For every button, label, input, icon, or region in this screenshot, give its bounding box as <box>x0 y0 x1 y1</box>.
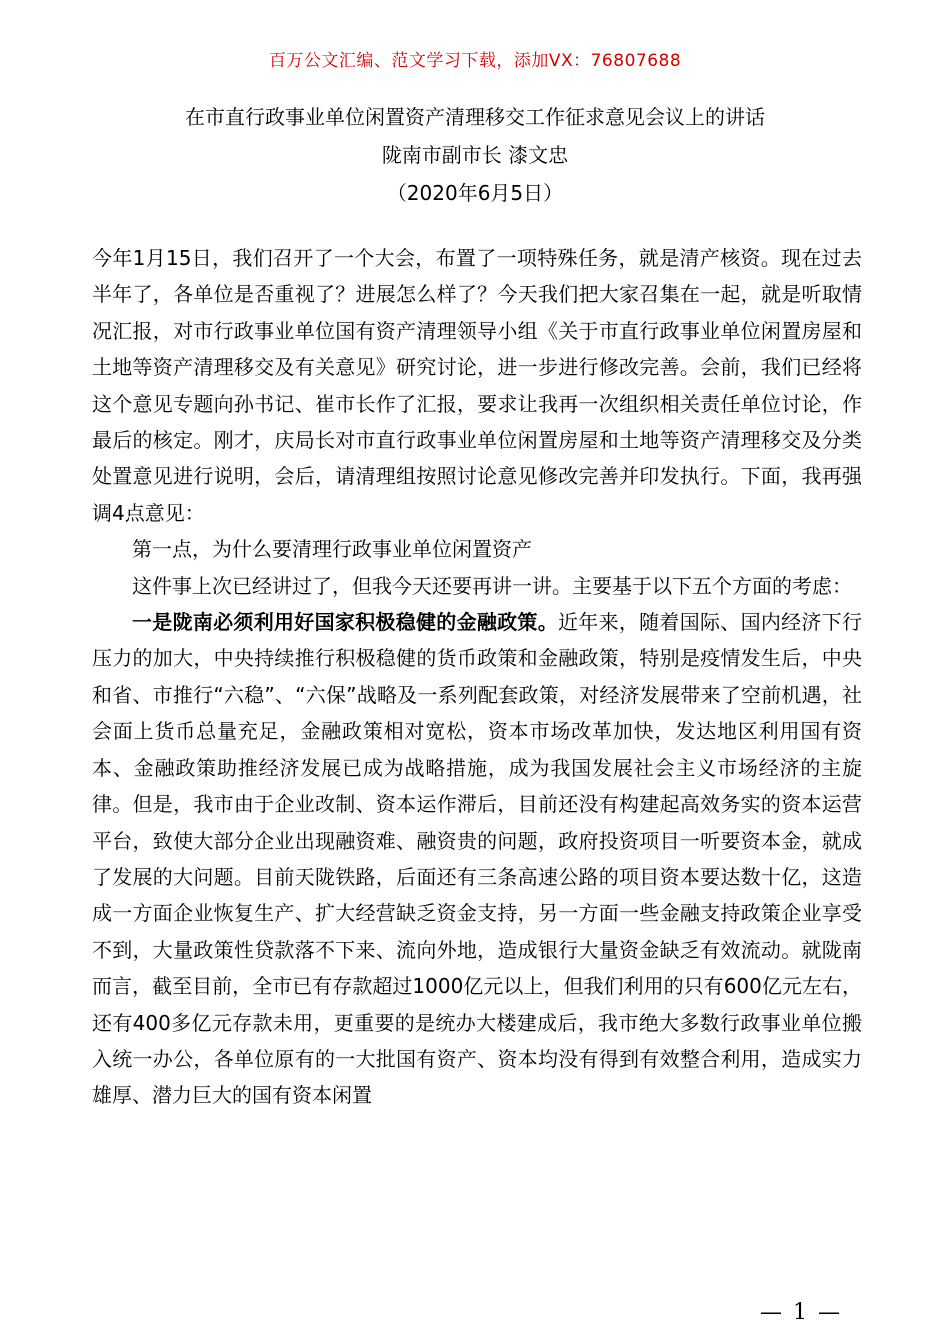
speaker-line: 陇南市副市长 漆文忠 <box>381 143 569 167</box>
body-text <box>92 240 862 1114</box>
reason-one-text: 近年来，随着国际、国内经济下行压力的加大，中央持续推行积极稳健的货币政策和金融政策，特别是疫情发生后，中央和省、市推行“六稳”、“六保”战略及一系列配套政策，对经济发展带来了空前机遇，社会面上货币总量充足，金融政策相对宽松，资本市场改革加快，发达地区利用国有资本、金融政策助推经济发展已成为战略措施，成为我国发展社会主义市场经济的主旋律。但是，我市由于企业改制、资本运作滞后，目前还没有构建起高效务实的资本运营平台，致使大部分企业出现融资难、融资贵的问题，政府投资项目一听要资本金，就成了发展的大问题。目前天陇铁路，后面还有三条高速公路的项目资本要达数十亿，这造成一方面企业恢复生产、扩大经营缺乏资金支持，另一方面一些金融支持政策企业享受不到，大量政策性贷款落不下来、流向外地，造成银行大量资金缺乏有效流动。就陇南而言，截至目前，全市已有存款超过1000亿元以上，但我们利用的只有600亿元左右，还有400多亿元存款未用，更重要的是统办大楼建成后，我市绝大多数行政事业单位搬入统一办公，各单位原有的一大批国有资产、资本均没有得到有效整合利用，造成实力雄厚、潜力巨大的国有资本闲置 <box>92 610 862 1108</box>
reason-one-paragraph <box>92 604 862 1114</box>
point-one-intro: 这件事上次已经讲过了，但我今天还要再讲一讲。主要基于以下五个方面的考虑： <box>132 573 852 598</box>
point-one-heading: 第一点，为什么要清理行政事业单位闲置资产 <box>132 537 532 562</box>
reason-one-lead: 一是陇南必须利用好国家积极稳健的金融政策。 <box>132 610 558 635</box>
page-number: — 1 — <box>760 1300 842 1325</box>
intro-paragraph: 今年1月15日，我们召开了一个大会，布置了一项特殊任务，就是清产核资。现在过去半年了，各单位是否重视了？进展怎么样了？今天我们把大家召集在一起，就是听取情况汇报，对市行政事业单位国有资产清理领导小组《关于市直行政事业单位闲置房屋和土地等资产清理移交及有关意见》研究讨论，进一步进行修改完善。会前，我们已经将这个意见专题向孙书记、崔市长作了汇报，要求让我再一次组织相关责任单位讨论，作最后的核定。刚才，庆局长对市直行政事业单位闲置房屋和土地等资产清理移交及分类处置意见进行说明，会后，请清理组按照讨论意见修改完善并印发执行。下面，我再强调4点意见： <box>92 246 862 525</box>
title-block <box>0 98 950 212</box>
header-banner: 百万公文汇编、范文学习下载，添加VX：76807688 <box>268 51 682 71</box>
date-line: （2020年6月5日） <box>386 181 564 205</box>
document-title: 在市直行政事业单位闲置资产清理移交工作征求意见会议上的讲话 <box>185 105 765 129</box>
